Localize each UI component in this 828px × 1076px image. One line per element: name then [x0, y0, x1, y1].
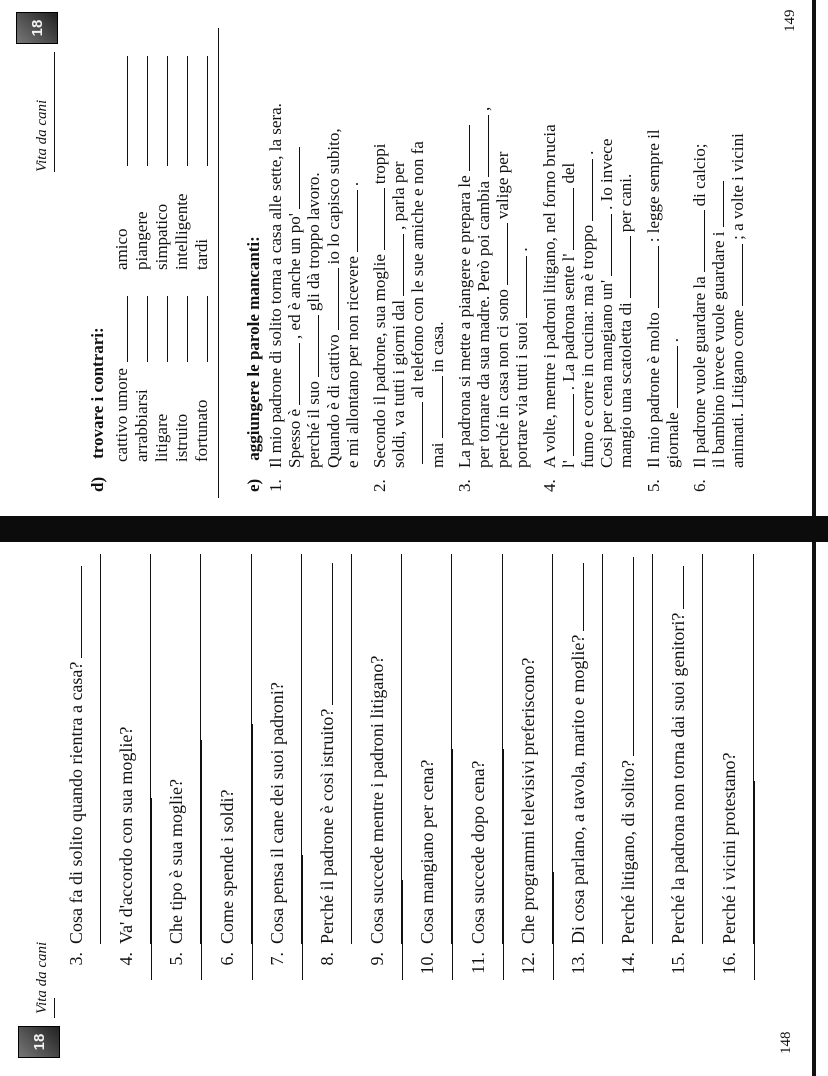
chapter-badge-left: 18: [18, 1026, 60, 1058]
blank-field[interactable]: [691, 210, 705, 272]
question-text: Perché i vicini protestano?: [718, 752, 739, 944]
exercise-number: 2.: [370, 479, 389, 492]
exercise-text: . La padrona sente l': [558, 253, 578, 391]
exercise-line: [709, 28, 728, 468]
exercise-text: io lo capisco subito,: [323, 128, 343, 265]
question-text: Cosa succede mentre i padroni litigano?: [367, 655, 388, 944]
question-number: 5.: [166, 952, 187, 966]
blank-field[interactable]: [579, 159, 593, 221]
exercise-number: 4.: [539, 479, 559, 492]
right-page-header: Vita da cani: [34, 99, 50, 172]
blank-field[interactable]: [645, 246, 659, 308]
blank-field[interactable]: [560, 394, 574, 456]
exercise-text: il bambino invece vuole guardare i: [709, 231, 729, 468]
exercise-text: per tornare da sua madre. Però poi cambia: [474, 181, 493, 468]
question-text: Come spende i soldi?: [216, 789, 237, 944]
answer-line[interactable]: [207, 56, 208, 166]
blank-field[interactable]: [390, 234, 404, 296]
exercise-line: [663, 28, 682, 468]
exercise-text: l': [558, 460, 578, 468]
opposite-word-left: cattivo umore: [112, 368, 131, 462]
opposite-word-right: intelligente: [172, 193, 191, 270]
exercise-line: [493, 28, 512, 468]
answer-line[interactable]: [147, 56, 148, 166]
blank-field[interactable]: [560, 188, 574, 250]
section-e-heading: [244, 236, 264, 492]
opposite-word-left: istruito: [172, 413, 191, 462]
exercise-text: Il mio padrone è molto: [643, 312, 663, 468]
exercise-text: .: [662, 338, 682, 343]
question-text: Cosa mangiano per cena?: [417, 759, 438, 944]
opposite-word-left: litigare: [152, 413, 171, 462]
left-page-header: Vita da cani: [34, 941, 50, 1014]
question-text: Cosa succede dopo cena?: [467, 760, 488, 944]
page-number-left: 148: [778, 1031, 794, 1054]
exercise-text: valige per: [493, 151, 513, 220]
question-text: Perché la padrona non torna dai suoi genitori?: [668, 612, 689, 944]
answer-blank-inline[interactable]: [67, 566, 82, 658]
exercise-text: e mi allontano per non ricevere: [342, 256, 362, 468]
answer-line[interactable]: [127, 296, 128, 362]
exercise-line: [616, 28, 635, 468]
blank-field[interactable]: [729, 244, 743, 306]
blank-field[interactable]: [286, 147, 300, 209]
section-e-label: e): [244, 478, 263, 492]
question-row: [317, 554, 365, 984]
exercise-text: gli dà troppo lavoro.: [304, 172, 324, 312]
blank-field[interactable]: [513, 256, 527, 318]
question-row: [66, 554, 114, 984]
exercise-text: , ed è anche un po': [285, 213, 305, 339]
exercise-number: 6.: [690, 479, 709, 492]
answer-blank-inline[interactable]: [669, 566, 684, 609]
blank-field[interactable]: [664, 346, 678, 408]
opposite-word-left: arrabbiarsi: [132, 389, 151, 462]
exercise-text: La padrona si mette a piangere e prepara le: [454, 175, 474, 468]
exercise-number: 1.: [266, 479, 285, 492]
exercise-text: per cani.: [616, 173, 636, 233]
question-number: 3.: [66, 952, 86, 966]
exercise-text: del: [558, 162, 578, 184]
question-number: 4.: [116, 952, 137, 966]
exercise-line: [728, 28, 747, 468]
exercise-text: .: [578, 150, 597, 155]
question-number: 16.: [718, 952, 739, 975]
exercise-text: : legge sempre il: [643, 129, 663, 243]
answer-line[interactable]: [552, 554, 553, 944]
header-rule: [54, 52, 55, 172]
blank-field[interactable]: [371, 188, 385, 250]
exercise-text: fumo e corre in cucina: ma è troppo: [578, 224, 597, 468]
question-row: [568, 554, 616, 984]
answer-blank-inline[interactable]: [619, 557, 634, 756]
page-number-right: 149: [782, 9, 798, 32]
opposite-word-right: piangere: [132, 211, 151, 270]
header-rule: [54, 998, 55, 1018]
answer-line[interactable]: [401, 554, 402, 944]
answer-line[interactable]: [753, 554, 754, 944]
question-row: [468, 554, 516, 984]
question-number: 9.: [367, 952, 388, 966]
answer-line[interactable]: [301, 554, 302, 944]
chapter-badge-right: 18: [16, 12, 58, 44]
question-text: Va' d'accordo con sua moglie?: [116, 726, 137, 944]
question-text: Che tipo è sua moglie?: [166, 779, 187, 944]
question-number: 12.: [517, 952, 538, 975]
opposite-word-left: fortunato: [192, 399, 211, 462]
question-number: 10.: [417, 952, 438, 975]
exercise-line: [324, 28, 343, 468]
exercise-text: in casa.: [427, 321, 447, 373]
section-d-label: d): [88, 476, 107, 492]
exercise-line: [285, 28, 304, 468]
question-number: 15.: [668, 952, 689, 975]
exercise-text: , parla per: [389, 161, 409, 230]
blank-field[interactable]: [475, 115, 489, 177]
question-text: Cosa pensa il cane dei suoi padroni?: [266, 682, 287, 944]
exercise-text: .: [342, 181, 362, 187]
exercise-line: [644, 28, 663, 468]
opposite-word-right: simpatico: [152, 203, 171, 270]
exercise-text: giornale: [662, 412, 682, 468]
exercise-line: [559, 28, 578, 468]
blank-field[interactable]: [494, 223, 508, 285]
blank-field[interactable]: [325, 268, 339, 330]
answer-line[interactable]: [351, 554, 352, 944]
exercise-text: perché il suo: [304, 381, 324, 468]
exercise-line: [597, 28, 616, 468]
question-text: Di cosa parlano, a tavola, marito e moglie?: [568, 634, 588, 944]
exercise-text: troppi: [370, 143, 389, 185]
answer-line[interactable]: [200, 554, 201, 944]
exercise-line: [578, 28, 597, 468]
blank-field[interactable]: [344, 190, 358, 252]
blank-field[interactable]: [429, 377, 443, 439]
exercise-number: 5.: [643, 479, 663, 492]
question-row: [367, 554, 415, 984]
answer-line[interactable]: [187, 56, 188, 166]
exercise-line: [343, 28, 362, 468]
question-row: [668, 554, 716, 984]
exercise-text: Secondo il padrone, sua moglie: [370, 254, 389, 468]
blank-field[interactable]: [617, 236, 631, 298]
exercise-text: Il padrone vuole guardare la: [690, 276, 709, 468]
left-page: [0, 538, 828, 1076]
exercise-text: . Io invece: [597, 138, 617, 210]
answer-line[interactable]: [451, 554, 452, 944]
exercise-text: perché in casa non ci sono: [493, 289, 513, 468]
blank-field[interactable]: [456, 125, 470, 171]
question-number: 13.: [568, 952, 588, 975]
answer-line[interactable]: [167, 296, 168, 362]
exercise-text: animati. Litigano come: [728, 309, 748, 468]
answer-line[interactable]: [150, 554, 151, 944]
question-row: [417, 554, 465, 984]
blank-field[interactable]: [409, 402, 423, 464]
question-number: 11.: [467, 952, 488, 974]
exercise-line: [540, 28, 559, 468]
opposite-word-right: amico: [112, 228, 131, 270]
answer-line[interactable]: [167, 56, 168, 166]
question-text: Che programmi televisivi preferiscono?: [517, 657, 538, 944]
answer-line[interactable]: [602, 554, 603, 944]
blank-field[interactable]: [598, 214, 612, 276]
exercise-line: [455, 28, 474, 468]
opposite-word-right: tardi: [192, 238, 211, 270]
exercise-line: [690, 28, 709, 468]
blank-field[interactable]: [710, 182, 724, 228]
question-row: [618, 554, 666, 984]
answer-line[interactable]: [702, 554, 703, 944]
section-d-title: trovare i contrari:: [88, 327, 107, 459]
section-divider: [218, 28, 219, 498]
answer-line[interactable]: [100, 554, 101, 944]
question-text: Cosa fa di solito quando rientra a casa?: [66, 661, 86, 944]
exercise-line: [512, 28, 531, 468]
question-row: [719, 554, 767, 984]
exercise-text: ,: [474, 106, 493, 111]
answer-line[interactable]: [251, 554, 252, 944]
section-e-title: aggiungere le parole mancanti:: [244, 236, 263, 461]
exercise-line: [266, 28, 285, 468]
exercise-text: portare via tutti i suoi: [512, 321, 532, 468]
exercise-text: Il mio padrone di solito torna a casa alle sette, la sera.: [266, 103, 285, 468]
exercise-text: mangio una scatoletta di: [616, 302, 636, 468]
question-row: [217, 554, 265, 984]
question-row: [166, 554, 214, 984]
question-number: 7.: [266, 952, 287, 966]
exercise-text: .: [512, 247, 532, 252]
answer-blank-inline[interactable]: [318, 563, 333, 704]
exercise-number: 3.: [454, 479, 474, 492]
answer-line[interactable]: [207, 296, 208, 362]
answer-blank-inline[interactable]: [569, 563, 584, 630]
question-text: Perché litigano, di solito?: [618, 760, 639, 944]
blank-field[interactable]: [286, 343, 300, 405]
exercise-line: [370, 28, 389, 468]
exercise-line: [304, 28, 323, 468]
answer-line[interactable]: [187, 296, 188, 362]
exercise-text: mai: [427, 442, 447, 468]
question-row: [116, 554, 164, 984]
exercise-text: al telefono con le sue amiche e non fa: [408, 141, 428, 398]
exercise-line: [428, 28, 447, 468]
answer-line[interactable]: [147, 296, 148, 362]
question-text: Perché il padrone è così istruito?: [317, 708, 337, 944]
exercise-text: di calcio;: [690, 143, 709, 207]
question-row: [518, 554, 566, 984]
exercise-text: Quando è di cattivo: [323, 334, 343, 468]
exercise-text: A volte, mentre i padroni litigano, nel forno brucia: [539, 124, 559, 468]
exercise-text: Spesso è: [285, 408, 305, 468]
exercise-text: soldi, va tutti i giorni dal: [389, 299, 409, 468]
blank-field[interactable]: [305, 315, 319, 377]
answer-line[interactable]: [127, 56, 128, 166]
exercise-line: [474, 28, 493, 468]
section-d-heading: [88, 327, 108, 492]
question-number: 14.: [618, 952, 639, 975]
answer-line[interactable]: [502, 554, 503, 944]
answer-line[interactable]: [652, 554, 653, 944]
exercise-line: [408, 28, 427, 468]
question-row: [267, 554, 315, 984]
question-number: 8.: [317, 952, 337, 966]
question-number: 6.: [216, 952, 237, 966]
exercise-text: Così per cena mangiano un': [597, 279, 617, 468]
exercise-text: ; a volte i vicini: [728, 133, 748, 240]
exercise-line: [389, 28, 408, 468]
